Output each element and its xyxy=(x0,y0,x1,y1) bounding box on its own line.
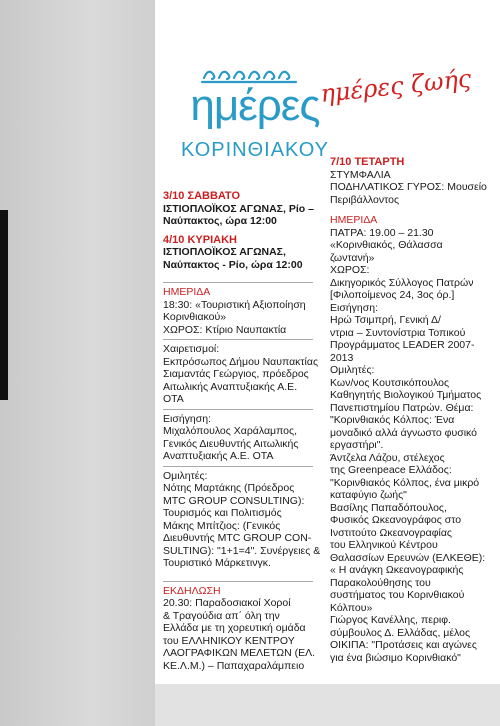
divider xyxy=(163,339,313,340)
right-day-2: ΠΟΔΗΛΑΤΙΚΟΣ ΓΥΡΟΣ: Μουσείο xyxy=(330,181,487,193)
bottom-grey-strip xyxy=(155,684,500,726)
day2-line-2: Ναύπακτος - Ρίο, ώρα 12:00 xyxy=(163,258,303,271)
right-column xyxy=(330,156,495,664)
greetings-1: Εκπρόσωπος Δήμου Ναυπακτίας xyxy=(163,355,318,368)
right-imerida-line: [Φιλοποίμενος 24, 3ος όρ.] xyxy=(330,289,455,301)
right-day-3: Περιβάλλοντος xyxy=(330,193,400,206)
event-2: & Τραγούδια απ΄ όλη την xyxy=(163,609,280,622)
right-imerida-line: « Η ανάγκη Ωκεανογραφικής xyxy=(330,564,464,576)
right-day-1: ΣΤΥΜΦΑΛΙΑ xyxy=(330,168,391,181)
right-imerida-line: ντρια – Συντονίστρια Τοπικού xyxy=(330,326,466,339)
greetings-2: Σιαμαντάς Γεώργιος, πρόεδρος xyxy=(163,368,309,380)
day1-date: 3/10 ΣΑΒΒΑΤΟ xyxy=(163,190,241,202)
day2-line-1: ΙΣΤΙΟΠΛΟΪΚΟΣ ΑΓΩΝΑΣ, xyxy=(163,246,286,258)
right-imerida-line: ΧΩΡΟΣ: xyxy=(330,264,370,276)
speakers-3: Τουρισμός και Πολιτισμός xyxy=(163,507,282,519)
right-imerida-line: μοναδικό αλλά άγνωστο φυσικό xyxy=(330,426,477,439)
imerida-intro-1: 18:30: «Τουριστική Αξιοποίηση xyxy=(163,298,306,311)
logo-subtitle: ΚΟΡΙΝΘΙΑΚΟΥ xyxy=(180,139,330,161)
right-imerida-line: ΟΙΚΙΠΑ: "Προτάσεις και αγώνες xyxy=(330,639,477,651)
intro2-2: Γενικός Διευθυντής Αιτωλικής xyxy=(163,437,299,450)
day2-date: 4/10 ΚΥΡΙΑΚΗ xyxy=(163,233,237,246)
speakers-7: Τουριστικό Μάρκετινγκ. xyxy=(163,557,271,569)
speakers-4: Μάκης Μπίτζιος: (Γενικός xyxy=(163,519,281,532)
right-imerida-line: Φυσικός Ωκεανογράφος στο xyxy=(330,514,462,526)
right-imerida-line: Κων/νος Κουτσικόπουλος xyxy=(330,376,450,389)
speakers-1: Νότης Μαρτάκης (Πρόεδρος xyxy=(163,482,295,494)
imerida-label: ΗΜΕΡΙΔΑ xyxy=(163,286,211,298)
intro2-3: Αναπτυξιακής Α.Ε. ΟΤΑ xyxy=(163,450,274,462)
event-4: του ΕΛΛΗΝΙΚΟΥ ΚΕΝΤΡΟΥ xyxy=(163,634,295,647)
imerida-intro-2: Κορινθιακού» xyxy=(163,311,227,323)
greetings-3: Αιτωλικής Αναπτυξιακής Α.Ε. xyxy=(163,380,298,393)
right-imerida-line: Βασίλης Παπαδόπουλος, xyxy=(330,501,447,514)
event-5: ΛΑΟΓΡΑΦΙΚΩΝ ΜΕΛΕΤΩΝ (ΕΛ. xyxy=(163,647,316,659)
right-imerida-line: Ινστιτούτο Ωκεανογραφίας xyxy=(330,526,452,539)
right-imerida-line: Πανεπιστημίου Πατρών. Θέμα: xyxy=(330,401,474,414)
event-label: ΕΚΔΗΛΩΣΗ xyxy=(163,584,221,597)
left-column xyxy=(163,190,321,672)
right-imerida-line: Θαλασσίων Ερευνών (ΕΛΚΕΘΕ): xyxy=(330,551,486,564)
grey-panel-shade xyxy=(0,0,155,726)
right-imerida-line: ζωντανή» xyxy=(330,251,375,264)
divider xyxy=(163,409,313,410)
event-1: 20.30: Παραδοσιακοί Χοροί xyxy=(163,597,291,609)
slogan: ημέρες ζωής xyxy=(319,64,473,108)
right-imerida-line: συστήματος του Κορινθιακού xyxy=(330,589,465,601)
greetings-4: ΟΤΑ xyxy=(163,393,184,405)
right-imerida-line: Γιώργος Κανέλλης, περιφ. xyxy=(330,614,451,626)
right-imerida-line: καταφύγιο ζωής" xyxy=(330,489,407,501)
speakers-2: MTC GROUP CONSULTING): xyxy=(163,494,305,507)
speakers-5: Διευθυντής MTC GROUP CON- xyxy=(163,532,312,544)
right-imerida-line: «Κορινθιακός, Θάλασσα xyxy=(330,239,443,251)
right-imerida-line: 2013 xyxy=(330,351,354,364)
right-imerida-line: Κόλπου» xyxy=(330,601,373,614)
right-imerida-line: "Κορινθιακός Κόλπος, ένα μικρό xyxy=(330,476,480,489)
intro2-label: Εισήγηση: xyxy=(163,412,211,425)
logo-title: ημέρες xyxy=(190,81,320,130)
right-imerida-line: Εισήγηση: xyxy=(330,301,378,314)
right-imerida-line: Προγράμματος LEADER 2007- xyxy=(330,339,475,351)
day1-line-2: Ναύπακτος, ώρα 12:00 xyxy=(163,215,277,227)
right-imerida-line: για ένα βιώσιμο Κορινθιακό" xyxy=(330,651,461,664)
right-imerida-label: ΗΜΕΡΙΔΑ xyxy=(330,214,378,226)
right-day-date: 7/10 ΤΕΤΑΡΤΗ xyxy=(330,156,405,168)
black-edge-bar xyxy=(0,210,8,400)
right-imerida-line: Δικηγορικός Σύλλογος Πατρών xyxy=(330,276,474,289)
divider xyxy=(163,581,313,582)
right-imerida-line: σύμβουλος Δ. Ελλάδας, μέλος xyxy=(330,626,471,639)
right-imerida-line: Άντζελα Λάζου, στέλεχος xyxy=(330,451,445,464)
right-imerida-lines xyxy=(330,227,495,665)
day1-line-1: ΙΣΤΙΟΠΛΟΪΚΟΣ ΑΓΩΝΑΣ, Ρίο – xyxy=(163,202,314,215)
divider xyxy=(163,466,313,467)
speakers-label: Ομιλητές: xyxy=(163,469,208,482)
right-imerida-line: ΠΑΤΡΑ: 19.00 – 21.30 xyxy=(330,226,434,239)
divider xyxy=(163,282,313,283)
right-imerida-line: του Ελληνικού Κέντρου xyxy=(330,539,438,551)
intro2-1: Μιχαλόπουλος Χαράλαμπος, xyxy=(163,425,297,437)
greetings-label: Χαιρετισμοί: xyxy=(163,343,220,355)
imerida-intro-3: ΧΩΡΟΣ: Κτίριο Ναυπακτία xyxy=(163,323,287,336)
right-imerida-line: Παρακολούθησης του xyxy=(330,576,431,589)
right-imerida-line: Καθηγητής Βιολογικού Τμήματος xyxy=(330,389,482,401)
right-imerida-line: της Greenpeace Ελλάδος: xyxy=(330,464,452,476)
left-grey-panel xyxy=(0,0,155,726)
right-imerida-line: "Κορινθιακός Κόλπος: Ένα xyxy=(330,414,455,426)
speakers-6: SULTING): "1+1=4". Συνέργειες & xyxy=(163,544,321,557)
event-6: ΚΕ.Λ.Μ.) – Παπαχαραλάμπειο xyxy=(163,659,305,672)
event-3: Ελλάδα με τη χορευτική ομάδα xyxy=(163,622,306,634)
right-imerida-line: Ομιλητές: xyxy=(330,364,375,376)
right-imerida-line: εργαστήρι". xyxy=(330,439,384,451)
right-imerida-line: Ηρώ Τσιμπρή, Γενική Δ/ xyxy=(330,314,441,326)
